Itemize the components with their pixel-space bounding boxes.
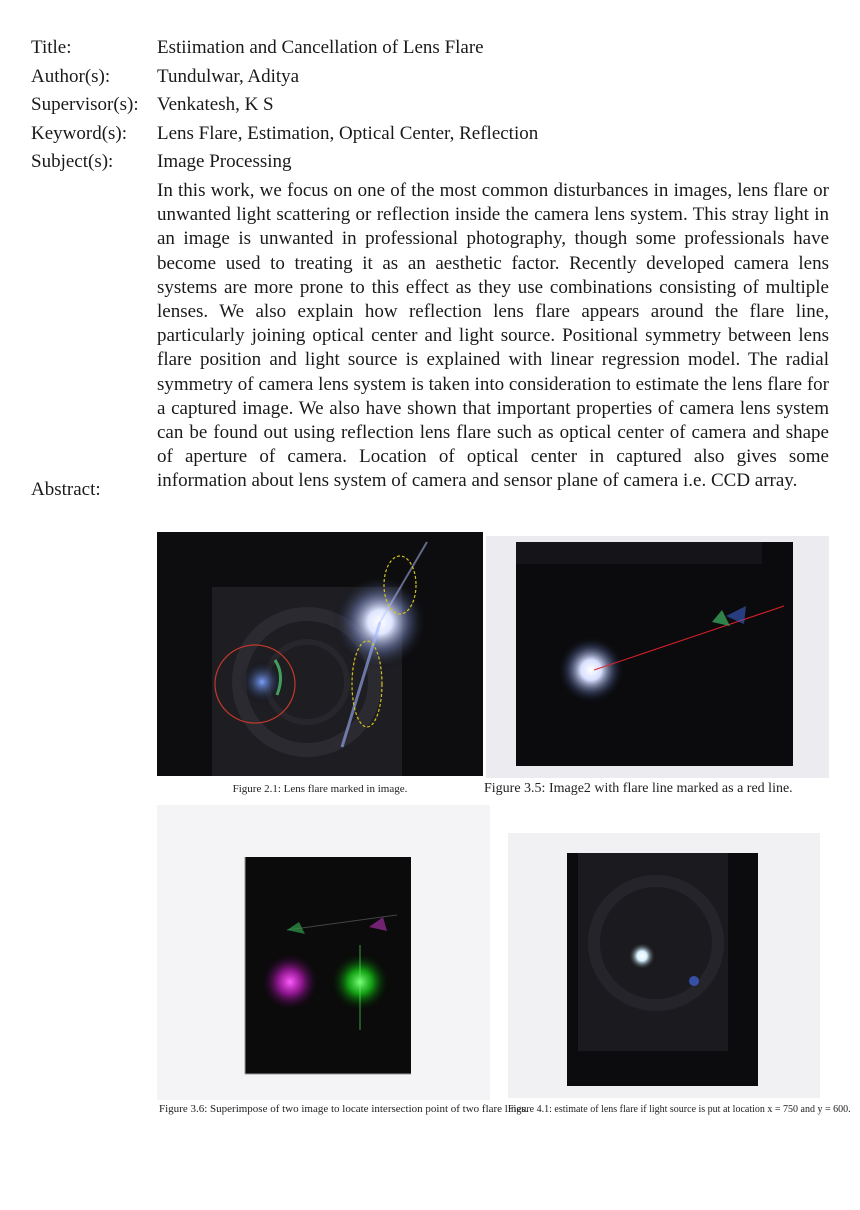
figure-3-5-caption: Figure 3.5: Image2 with flare line marked as a red line. (484, 781, 793, 796)
figure-3-5-image (486, 536, 829, 778)
subject-label: Subject(s): (31, 151, 114, 172)
abstract-label: Abstract: (31, 479, 101, 500)
figure-3-6-image (157, 805, 490, 1100)
author-label: Author(s): (31, 66, 111, 87)
abstract-text: In this work, we focus on one of the most common disturbances in images, lens flare or unwanted light scattering or reflection inside the camera lens system. This stray light in an image is unwanted in professional photography, though some professionals have become used to treating it as an aesthetic factor. Recently developed camera lens systems are more prone to this effect as they use combinations consisting of multiple lenses. We also explain how reflection lens flare appears around the flare line, particularly joining optical center and light source. Positional symmetry between lens flare position and light source is explained with linear regression model. The radial symmetry of camera lens system is taken into consideration to estimate the lens flare for a captured image. We also have shown that important properties of camera lens system can be found out using reflection lens flare such as optical center of camera and shape of aperture of camera. Location of optical center in captured also gives some information about lens system of camera and sensor plane of camera i.e. CCD array. (157, 180, 829, 492)
keyword-label: Keyword(s): (31, 123, 128, 144)
figure-4-1-caption: Figure 4.1: estimate of lens flare if light source is put at location x = 750 and y = 600. (508, 1104, 851, 1115)
subject-value[interactable]: Image Processing (157, 151, 292, 172)
figure-2-1-image (157, 532, 483, 776)
supervisor-label: Supervisor(s): (31, 94, 139, 115)
figure-2-1-caption: Figure 2.1: Lens flare marked in image. (232, 783, 408, 795)
title-label: Title: (31, 37, 72, 58)
title-value: Estiimation and Cancellation of Lens Flare (157, 37, 484, 58)
keyword-value[interactable]: Lens Flare, Estimation, Optical Center, Reflection (157, 123, 539, 144)
figure-4-1-image (508, 833, 820, 1098)
figure-3-6-caption: Figure 3.6: Superimpose of two image to locate intersection point of two flare lines. (159, 1103, 529, 1115)
author-value[interactable]: Tundulwar, Aditya (157, 66, 300, 87)
supervisor-value[interactable]: Venkatesh, K S (157, 94, 274, 115)
